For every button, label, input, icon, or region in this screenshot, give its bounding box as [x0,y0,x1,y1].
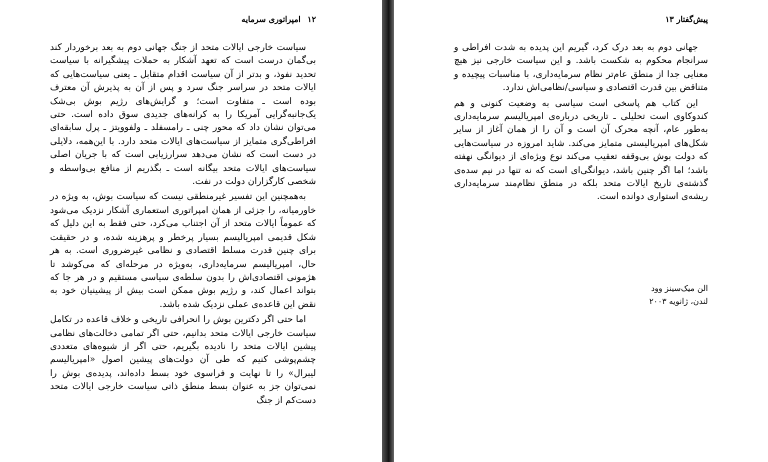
left-paragraph-3: اما حتی اگر دکترین بوش را انحرافی تاریخی و خلاف قاعده در تکامل سیاست خارجی ایالات متحد بدانیم، حتی اگر تمامی دخالت‌های نظامی پیشین ایالات متحد را نادیده بگیریم، حتی اگر از شیوه‌های متعددی چشم‌پوشی کنیم که طی آن دولت‌های پیشین اصول «امپریالیسم لیبرال» را تا نهایت و فراسوی خود بسط داده‌اند، پدیده‌ی بوش را نمی‌توان جز به عنوان بسط منطق ذاتی سیاست خارجی ایالات متحد دست‌کم از جنگ [50,315,316,406]
left-page-header [50,14,316,28]
right-paragraph-1: جهانی دوم به بعد درک کرد، گیریم این پدیده به شدت افراطی و سرانجام محکوم به شکست باشد. و این سیاست خارجی نیز هیچ معنایی جدا از منطق عام‌تر نظام سرمایه‌داری، با مناسبات پیچیده و متناقض بین قدرت اقتصادی و سیاسی/نظامی‌اش ندارد. [454,43,708,94]
left-running-title: امپراتوری سرمایه [241,14,301,24]
left-page-body [50,42,316,408]
left-page [0,0,382,462]
place-date: لندن، ژانویه ۲۰۰۳ [649,297,708,306]
left-paragraph-2: به‌همچنین این تفسیر غیرمنطقی نیست که سیاست بوش، به ویژه در خاورمیانه، را جزئی از همان امپراتوری استعماری آشکار نزدیک می‌شود که عموماً ایالات متحد از آن اجتناب می‌کرد، حتی فقط به این دلیل که شکل قدیمی امپریالیسم بسیار پرخطر و پرهزینه شده، و در حقیقت برای چنین قدرت مسلط اقتصادی و نظامی غیرضروری است. به هر حال، امپریالیسم سرمایه‌داری، به‌ویژه در مرحله‌ای که می‌کوشد تا هژمونی اقتصادی‌اش را بدون سلطه‌ی سیاسی مستقیم و در هر جا که بتواند اعمال کند، و رژیم بوش ممکن است بیش از پیشینیان خود به نقض این قاعده‌ی عملی نزدیک شده باشد. [50,192,316,310]
right-paragraph-2: این کتاب هم پاسخی است سیاسی به وضعیت کنونی و هم کندوکاوی است تحلیلی ـ تاریخی درباره‌ی امپریالیسم سرمایه‌داری به‌طور عام، آنچه محرک آن است و آن را از همان آغاز از سایر شکل‌های امپریالیستی متمایز می‌کند. شاید امروزه در سیاست‌هایی که دولت بوش بی‌وقفه تعقیب می‌کند نوع ویژه‌ای از دیوانگی نهفته باشد؛ اما اگر چنین باشد، دیوانگی‌ای است که نه تنها در نیم سده‌ی گذشته‌ی تاریخ ایالات متحد بلکه در منطق نظام‌مند سرمایه‌داری ریشه‌ی استواری دوانده است. [454,98,708,203]
right-page-body [454,42,708,205]
author-signature [649,282,708,308]
right-running-title: پیش‌گفتار [676,14,708,24]
author-name: الن میک‌سینز وود [651,284,708,293]
left-page-number: ۱۲ [307,14,316,24]
left-paragraph-1: سیاست خارجی ایالات متحد از جنگ جهانی دوم به بعد برخوردار کند بی‌گمان درست است که تعهد آشکار به حملات پیشگیرانه با سیاست تحدید نفوذ، و بدتر از آن سیاست اقدام متقابل ـ یعنی سیاست‌هایی که ایالات متحد در سراسر جنگ سرد و پس از آن به پذیرش آن معترف بوده است ـ متفاوت است؛ و گرایش‌های رژیم بوش بی‌شک یک‌جانبه‌گرایی آمریکا را به کرانه‌های جدیدی سوق داده است. حتی می‌توان نشان داد که محور چنی ـ رامسفلد ـ ولفوویتز ـ پرل سابقه‌ای افراطی‌گری متمایز از سیاست‌های ایالات متحد دارد. با این‌همه، دلایلی در دست است که نشان می‌دهد سرارزیابی است که با جریان اصلی سیاست‌های ایالات متحد بیگانه است ـ بگذریم از منافع بی‌واسطه و شخصی کارگزاران دولت در نفت. [50,43,316,188]
right-page-header [454,14,708,28]
right-page-number: ۱۳ [665,14,674,24]
book-gutter [382,0,394,462]
right-page [394,0,768,462]
